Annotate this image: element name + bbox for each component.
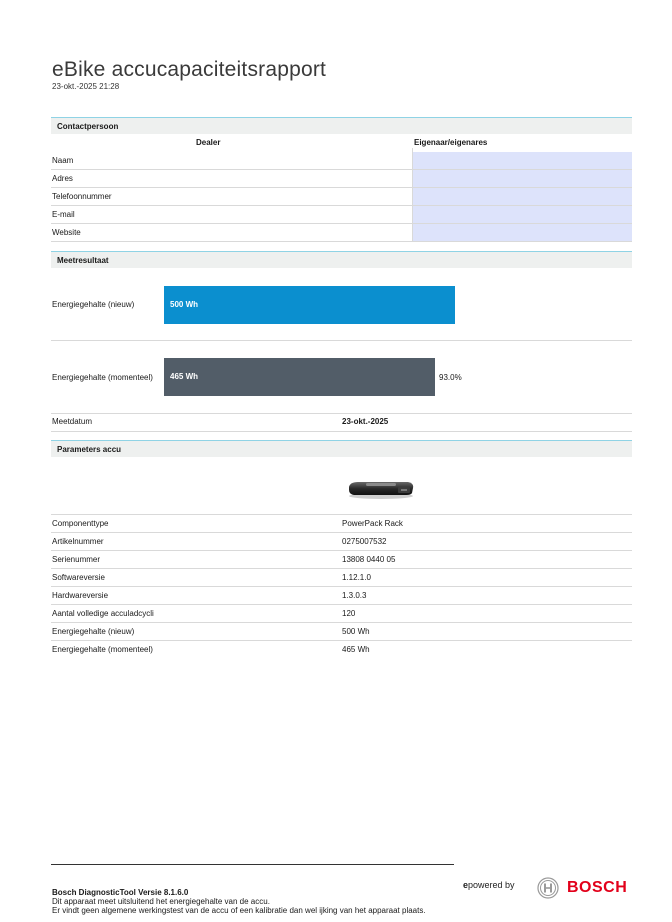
bosch-armature-icon bbox=[537, 877, 559, 899]
param-value: 0275007532 bbox=[342, 537, 387, 546]
energy-new-label: Energiegehalte (nieuw) bbox=[52, 300, 135, 309]
energy-new-value: 500 Wh bbox=[170, 300, 199, 309]
footer-note-1: Dit apparaat meet uitsluitend het energiegehalte van de accu. bbox=[52, 897, 270, 906]
owner-field[interactable] bbox=[413, 224, 632, 241]
param-label: Energiegehalte (momenteel) bbox=[52, 645, 153, 654]
contact-row-name bbox=[51, 152, 632, 170]
param-value: 120 bbox=[342, 609, 356, 618]
contact-label: Website bbox=[52, 228, 81, 237]
param-value: 1.12.1.0 bbox=[342, 573, 371, 582]
battery-pack-icon bbox=[346, 478, 416, 500]
owner-field[interactable] bbox=[413, 188, 632, 205]
param-row bbox=[51, 605, 632, 623]
energy-new-bar bbox=[164, 286, 455, 324]
owner-field[interactable] bbox=[413, 170, 632, 187]
contact-row-email bbox=[51, 206, 632, 224]
param-label: Aantal volledige acculadcycli bbox=[52, 609, 154, 618]
footer-rule bbox=[51, 864, 454, 865]
param-row bbox=[51, 587, 632, 605]
param-value: 465 Wh bbox=[342, 645, 370, 654]
col-owner: Eigenaar/eigenares bbox=[414, 138, 488, 147]
energy-current-bar bbox=[164, 358, 435, 396]
measure-date-label: Meetdatum bbox=[52, 417, 93, 426]
contact-label: Adres bbox=[52, 174, 73, 183]
divider bbox=[51, 340, 632, 341]
contact-label: E-mail bbox=[52, 210, 75, 219]
param-row bbox=[51, 569, 632, 587]
measure-date-value: 23-okt.-2025 bbox=[342, 417, 389, 426]
param-row bbox=[51, 533, 632, 551]
col-dealer: Dealer bbox=[196, 138, 221, 147]
param-row bbox=[51, 641, 632, 659]
owner-field[interactable] bbox=[413, 152, 632, 169]
footer-notes bbox=[52, 888, 426, 915]
powered-prefix: e bbox=[463, 880, 469, 890]
bosch-brand: BOSCH bbox=[567, 879, 628, 896]
powered-rest: powered by bbox=[468, 880, 515, 890]
param-value: PowerPack Rack bbox=[342, 519, 403, 528]
energy-current-label: Energiegehalte (momenteel) bbox=[52, 373, 153, 382]
report-datetime: 23-okt.-2025 21:28 bbox=[52, 82, 120, 91]
param-label: Artikelnummer bbox=[52, 537, 104, 546]
param-row bbox=[51, 515, 632, 533]
section-contact: Contactpersoon bbox=[51, 117, 632, 134]
param-label: Serienummer bbox=[52, 555, 101, 564]
section-measurement: Meetresultaat bbox=[51, 251, 632, 268]
param-label: Hardwareversie bbox=[52, 591, 109, 600]
energy-percent: 93.0% bbox=[439, 373, 462, 382]
contact-label: Naam bbox=[52, 156, 74, 165]
energy-current-value: 465 Wh bbox=[170, 372, 199, 381]
param-label: Componenttype bbox=[52, 519, 109, 528]
param-value: 13808 0440 05 bbox=[342, 555, 396, 564]
contact-row-phone bbox=[51, 188, 632, 206]
contact-label: Telefoonnummer bbox=[52, 192, 112, 201]
powered-by bbox=[463, 880, 515, 890]
footer-note-2: Er vindt geen algemene werkingstest van de accu of een kalibratie dan wel ijking van het apparaat plaats. bbox=[52, 906, 426, 915]
param-row bbox=[51, 623, 632, 641]
column-divider bbox=[412, 148, 413, 242]
param-label: Energiegehalte (nieuw) bbox=[52, 627, 135, 636]
divider bbox=[51, 413, 632, 414]
divider bbox=[51, 431, 632, 432]
contact-row-website bbox=[51, 224, 632, 242]
owner-field[interactable] bbox=[413, 206, 632, 223]
contact-row-address bbox=[51, 170, 632, 188]
footer-tool-version: Bosch DiagnosticTool Versie 8.1.6.0 bbox=[52, 888, 189, 897]
report-title: eBike accucapaciteitsrapport bbox=[52, 58, 327, 81]
param-value: 500 Wh bbox=[342, 627, 370, 636]
param-row bbox=[51, 551, 632, 569]
param-value: 1.3.0.3 bbox=[342, 591, 367, 600]
param-label: Softwareversie bbox=[52, 573, 105, 582]
section-battery: Parameters accu bbox=[51, 440, 632, 457]
